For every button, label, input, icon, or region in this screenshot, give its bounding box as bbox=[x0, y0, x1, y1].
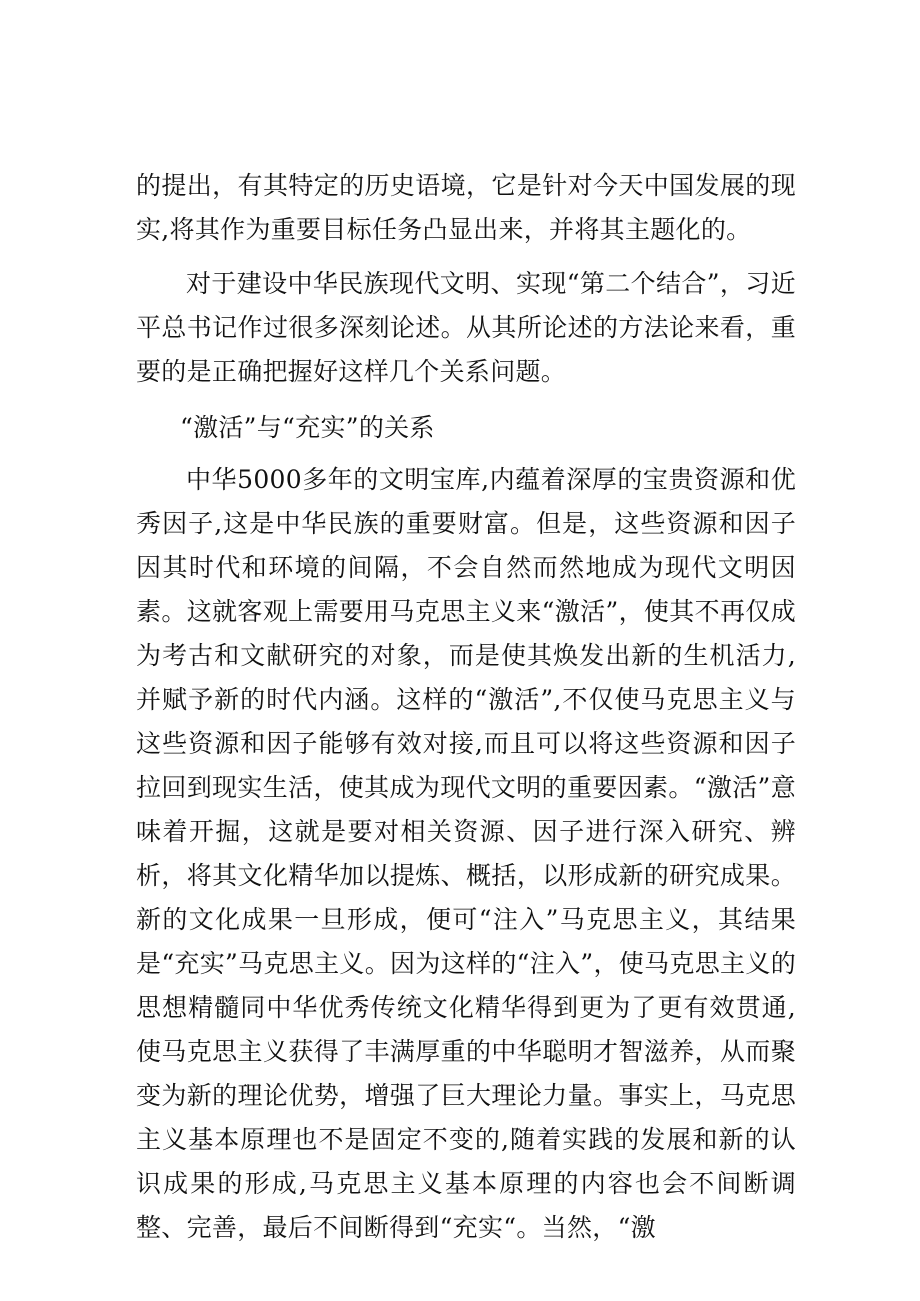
section-heading: “激活”与“充实”的关系 bbox=[180, 413, 435, 442]
paragraph-intro: 对于建设中华民族现代文明、实现“第二个结合”，习近平总书记作过很多深刻论述。从其所论述的方法论来看，重要的是正确把握好这样几个关系问题。 bbox=[136, 269, 796, 386]
paragraph-body: 中华5000多年的文明宝库,内蕴着深厚的宝贵资源和优秀因子,这是中华民族的重要财富。但是，这些资源和因子因其时代和环境的间隔，不会自然而然地成为现代文明因素。这就客观上需要用马克思主义来“激活”，使其不再仅成为考古和文献研究的对象，而是使其焕发出新的生机活力,并赋予新的时代内涵。这样的“激活”,不仅使马克思主义与这些资源和因子能够有效对接,而且可以将这些资源和因子拉回到现实生活，使其成为现代文明的重要因素。“激活”意味着开掘，这就是要对相关资源、因子进行深入研究、辨析，将其文化精华加以提炼、概括，以形成新的研究成果。新的文化成果一旦形成，便可“注入”马克思主义，其结果是“充实”马克思主义。因为这样的“注入”，使马克思主义的思想精髓同中华优秀传统文化精华得到更为了更有效贯通,使马克思主义获得了丰满厚重的中华聪明才智滋养，从而聚变为新的理论优势，增强了巨大理论力量。事实上，马克思主义基本原理也不是固定不变的,随着实践的发展和新的认识成果的形成,马克思主义基本原理的内容也会不间断调整、完善，最后不间断得到“充实“。当然，“激 bbox=[136, 465, 796, 1242]
paragraph-continuation: 的提出，有其特定的历史语境，它是针对今天中国发展的现实,将其作为重要目标任务凸显出来，并将其主题化的。 bbox=[136, 171, 796, 244]
document-page bbox=[136, 164, 796, 1250]
